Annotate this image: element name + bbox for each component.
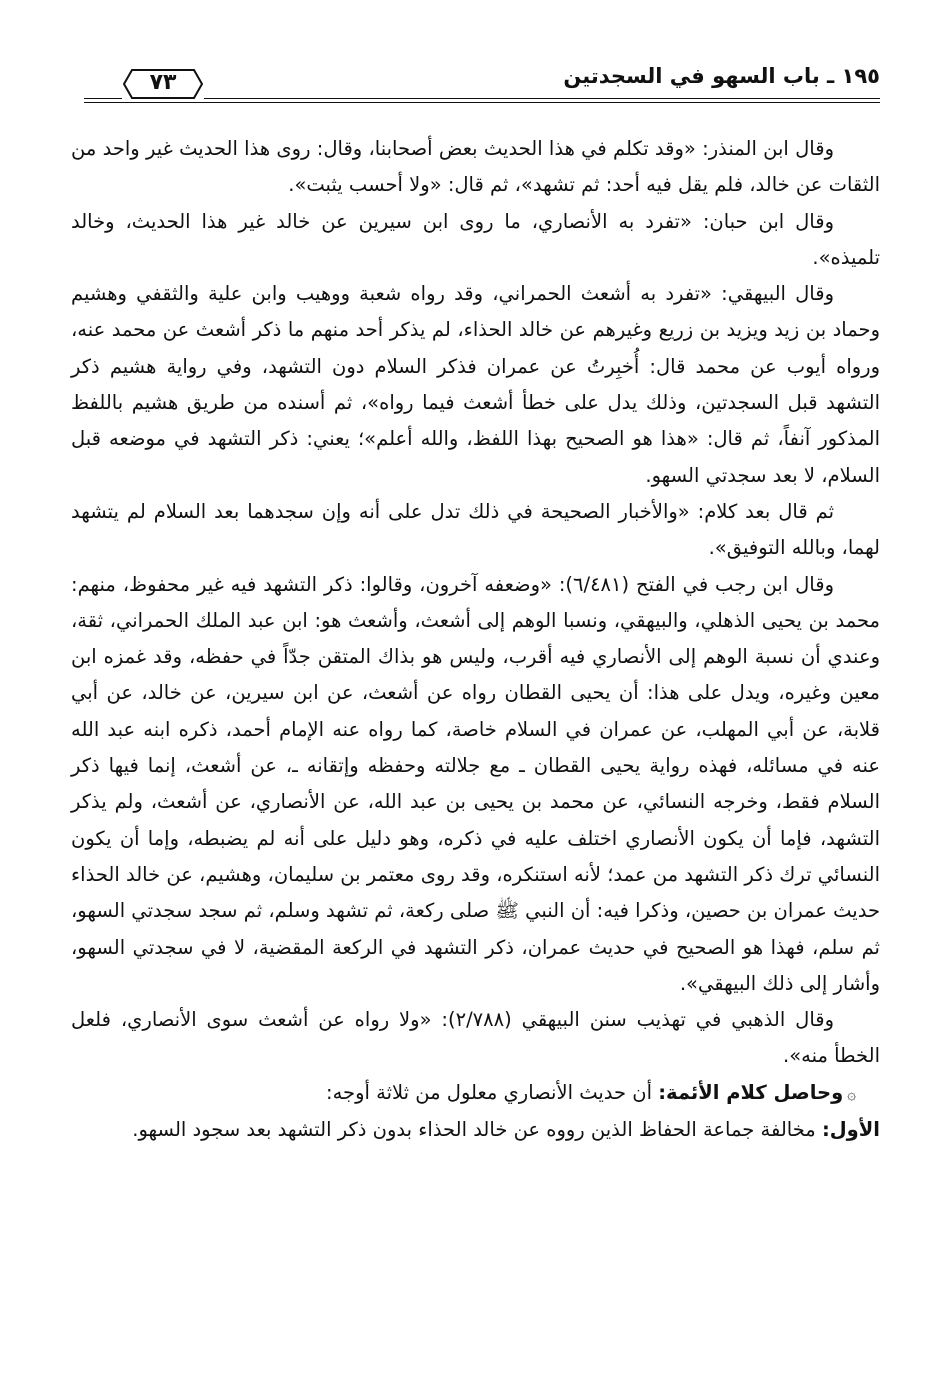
paragraph-bayhaqi-continued: ثم قال بعد كلام: «والأخبار الصحيحة في ذلك تدل على أنه وإن سجدهما بعد السلام لم يتشهد لهما، وبالله التوفيق». — [71, 499, 880, 560]
paragraph-ibn-al-mundhir: وقال ابن المنذر: «وقد تكلم في هذا الحديث بعض أصحابنا، وقال: روى هذا الحديث غير واحد من الثقات عن خالد، فلم يقل فيه أحد: ثم تشهد»، ثم قال: «ولا أحسب يثبت». — [71, 137, 880, 197]
page-number-badge — [122, 66, 204, 102]
page-number: ٧٣ — [149, 70, 177, 95]
paragraph-first-reason — [71, 1112, 880, 1148]
first-reason-lead: الأول: — [821, 1118, 880, 1142]
first-reason-text: مخالفة جماعة الحفاظ الذين رووه عن خالد الحذاء بدون ذكر التشهد بعد سجود السهو. — [132, 1118, 822, 1142]
page-header — [84, 62, 880, 110]
paragraph-ibn-hibban: وقال ابن حبان: «تفرد به الأنصاري، ما روى ابن سيرين عن خالد غير هذا الحديث، وخالد تلميذه». — [71, 209, 880, 269]
paragraph-summary — [71, 1075, 880, 1112]
header-rule-secondary — [84, 102, 880, 103]
bullet-icon: ۞ — [847, 1084, 856, 1103]
paragraph-ibn-rajab: وقال ابن رجب في الفتح (٦/٤٨١): «وضعفه آخرون، وقالوا: ذكر التشهد فيه غير محفوظ، منهم: محمد بن يحيى الذهلي، والبيهقي، ونسبا الوهم إلى أشعث، وأشعث هو: ابن عبد الملك الحمراني، ثقة، وعندي أن نسبة الوهم إلى الأنصاري فيه أقرب، وليس هو بذاك المتقن جدّاً في حفظه، وقد غمزه ابن معين وغيره، ويدل على هذا: أن يحيى القطان رواه عن أشعث، عن ابن سيرين، عن خالد، عن أبي قلابة، عن أبي المهلب، عن عمران في السلام خاصة، كما رواه عنه الإمام أحمد، ذكره ابنه عبد الله عنه في مسائله، فهذه رواية يحيى القطان ـ مع جلالته وحفظه وإتقانه ـ، عن أشعث، إنما فيها ذكر السلام فقط، وخرجه النسائي، عن محمد بن يحيى بن عبد الله، عن الأنصاري، عن أشعث، ولم يذكر التشهد، فإما أن يكون الأنصاري اختلف عليه في ذكره، وهو دليل على أنه لم يضبطه، وإما أن يكون النسائي ترك ذكر التشهد من عمد؛ لأنه استنكره، وقد روى معتمر بن سليمان، وهشيم، عن خالد الحذاء حديث عمران بن حصين، وذكرا فيه: أن النبي ﷺ صلى ركعة، ثم تشهد وسلم، ثم سجد سجدتي السهو، ثم سلم، فهذا هو الصحيح في حديث عمران، ذكر التشهد في الركعة المقضية، لا في سجدتي السهو، وأشار إلى ذلك البيهقي». — [71, 572, 880, 995]
summary-text: أن حديث الأنصاري معلول من ثلاثة أوجه: — [326, 1080, 659, 1104]
paragraph-al-bayhaqi: وقال البيهقي: «تفرد به أشعث الحمراني، وقد رواه شعبة ووهيب وابن علية والثقفي وهشيم وحماد بن زيد ويزيد بن زريع وغيرهم عن خالد الحذاء، لم يذكر أحد منهم ما ذكر أشعث عن محمد عنه، ورواه أيوب عن محمد قال: أُخبِرتُ عن عمران فذكر السلام دون التشهد، وفي رواية هشيم ذكر التشهد قبل السجدتين، وذلك يدل على خطأ أشعث فيما رواه»، ثم أسنده من طريق هشيم باللفظ المذكور آنفاً، ثم قال: «هذا هو الصحيح بهذا اللفظ، والله أعلم»؛ يعني: ذكر التشهد في موضعه قبل السلام، لا بعد سجدتي السهو. — [71, 282, 880, 487]
paragraph-al-dhahabi: وقال الذهبي في تهذيب سنن البيهقي (٢/٧٨٨): «ولا رواه عن أشعث سوى الأنصاري، فلعل الخطأ منه». — [71, 1008, 880, 1068]
running-title: ١٩٥ ـ باب السهو في السجدتين — [563, 64, 880, 88]
body-text — [71, 131, 880, 1148]
summary-lead: وحاصل كلام الأئمة: — [658, 1080, 844, 1104]
